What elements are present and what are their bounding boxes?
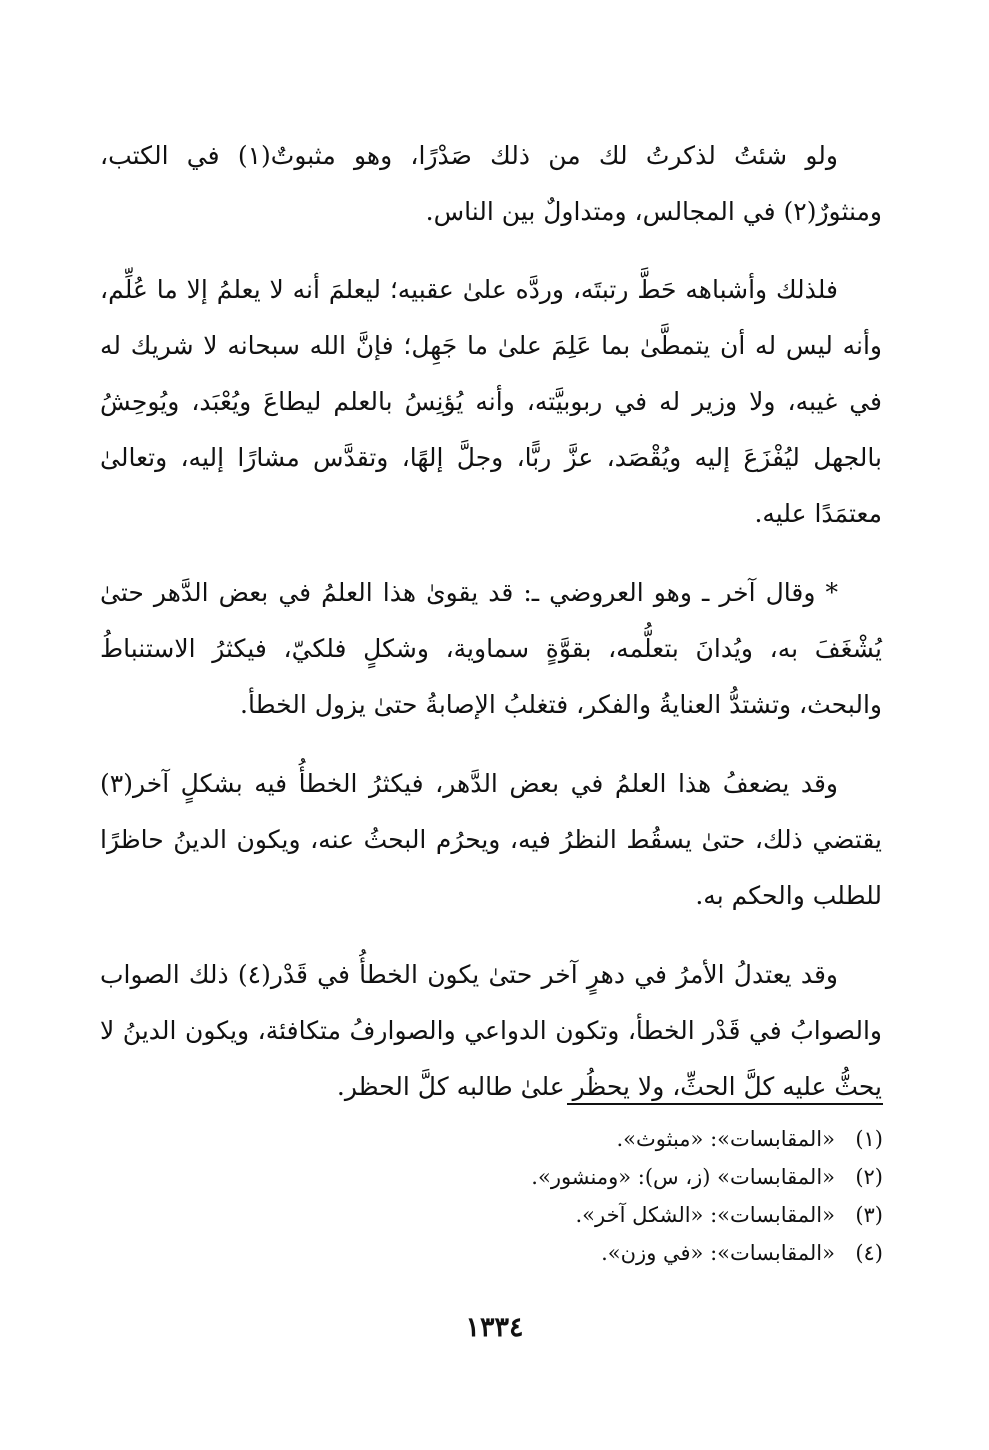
footnote-text: «المقابسات»: «في وزن».: [601, 1241, 835, 1265]
footnote-4: [383, 1234, 883, 1272]
footnote-text: «المقابسات» (ز، س): «ومنشور».: [531, 1165, 835, 1189]
paragraph-1: ولو شئتُ لذكرتُ لك من ذلك صَدْرًا، وهو مثبوتٌ(١) في الكتب، ومنثورٌ(٢) في المجالس، ومتداولٌ بين الناس.: [100, 141, 882, 226]
footnote-text: «المقابسات»: «الشكل آخر».: [575, 1203, 835, 1227]
footnote-number: (١): [855, 1127, 883, 1151]
footnote-2: [383, 1158, 883, 1196]
page-number: ١٣٣٤: [465, 1312, 524, 1343]
footnote-3: [383, 1196, 883, 1234]
footnote-number: (٢): [855, 1165, 883, 1189]
footnote-text: «المقابسات»: «مبثوث».: [616, 1127, 835, 1151]
paragraph-4: وقد يضعفُ هذا العلمُ في بعض الدَّهر، فيكثرُ الخطأُ فيه بشكلٍ آخر(٣) يقتضي ذلك، حتىٰ يسقُط النظرُ فيه، ويحرُم البحثُ عنه، ويكون الدينُ حاظرًا للطلب والحكم به.: [100, 769, 882, 910]
footnote-number: (٤): [855, 1241, 883, 1265]
footnote-1: [383, 1120, 883, 1158]
footnotes: [383, 1120, 883, 1272]
paragraph-2: فلذلك وأشباهه حَطَّ رتبتَه، وردَّه علىٰ عقبيه؛ ليعلمَ أنه لا يعلمُ إلا ما عُلِّم، وأنه ليس له أن يتمطَّىٰ بما عَلِمَ علىٰ ما جَهِل؛ فإنَّ الله سبحانه لا شريك له في غيبه، ولا وزير له في ربوبيَّته، وأنه يُؤنِسُ بالعلم ليطاعَ ويُعْبَد، ويُوحِشُ بالجهل ليُفْزَعَ إليه ويُقْصَد، عزَّ ربًّا، وجلَّ إلهًا، وتقدَّس مشارًا إليه، وتعالىٰ معتمَدًا عليه.: [100, 275, 882, 528]
footnote-separator: [567, 1103, 883, 1105]
footnote-number: (٣): [855, 1203, 883, 1227]
paragraph-5: وقد يعتدلُ الأمرُ في دهرٍ آخر حتىٰ يكون الخطأُ في قَدْر(٤) ذلك الصواب والصوابُ في قَدْر الخطأ، وتكون الدواعي والصوارفُ متكافئة، ويكون الدينُ لا يحثُّ عليه كلَّ الحثِّ، ولا يحظُر علىٰ طالبه كلَّ الحظر.: [100, 960, 882, 1101]
main-text: [100, 128, 882, 1138]
paragraph-3: * وقال آخر ـ وهو العروضي ـ: قد يقوىٰ هذا العلمُ في بعض الدَّهر حتىٰ يُشْغَفَ به، ويُدانَ بتعلُّمه، بقوَّةٍ سماوية، وشكلٍ فلكيّ، فيكثرُ الاستنباطُ والبحث، وتشتدُّ العنايةُ والفكر، فتغلبُ الإصابةُ حتىٰ يزول الخطأ.: [100, 578, 882, 719]
